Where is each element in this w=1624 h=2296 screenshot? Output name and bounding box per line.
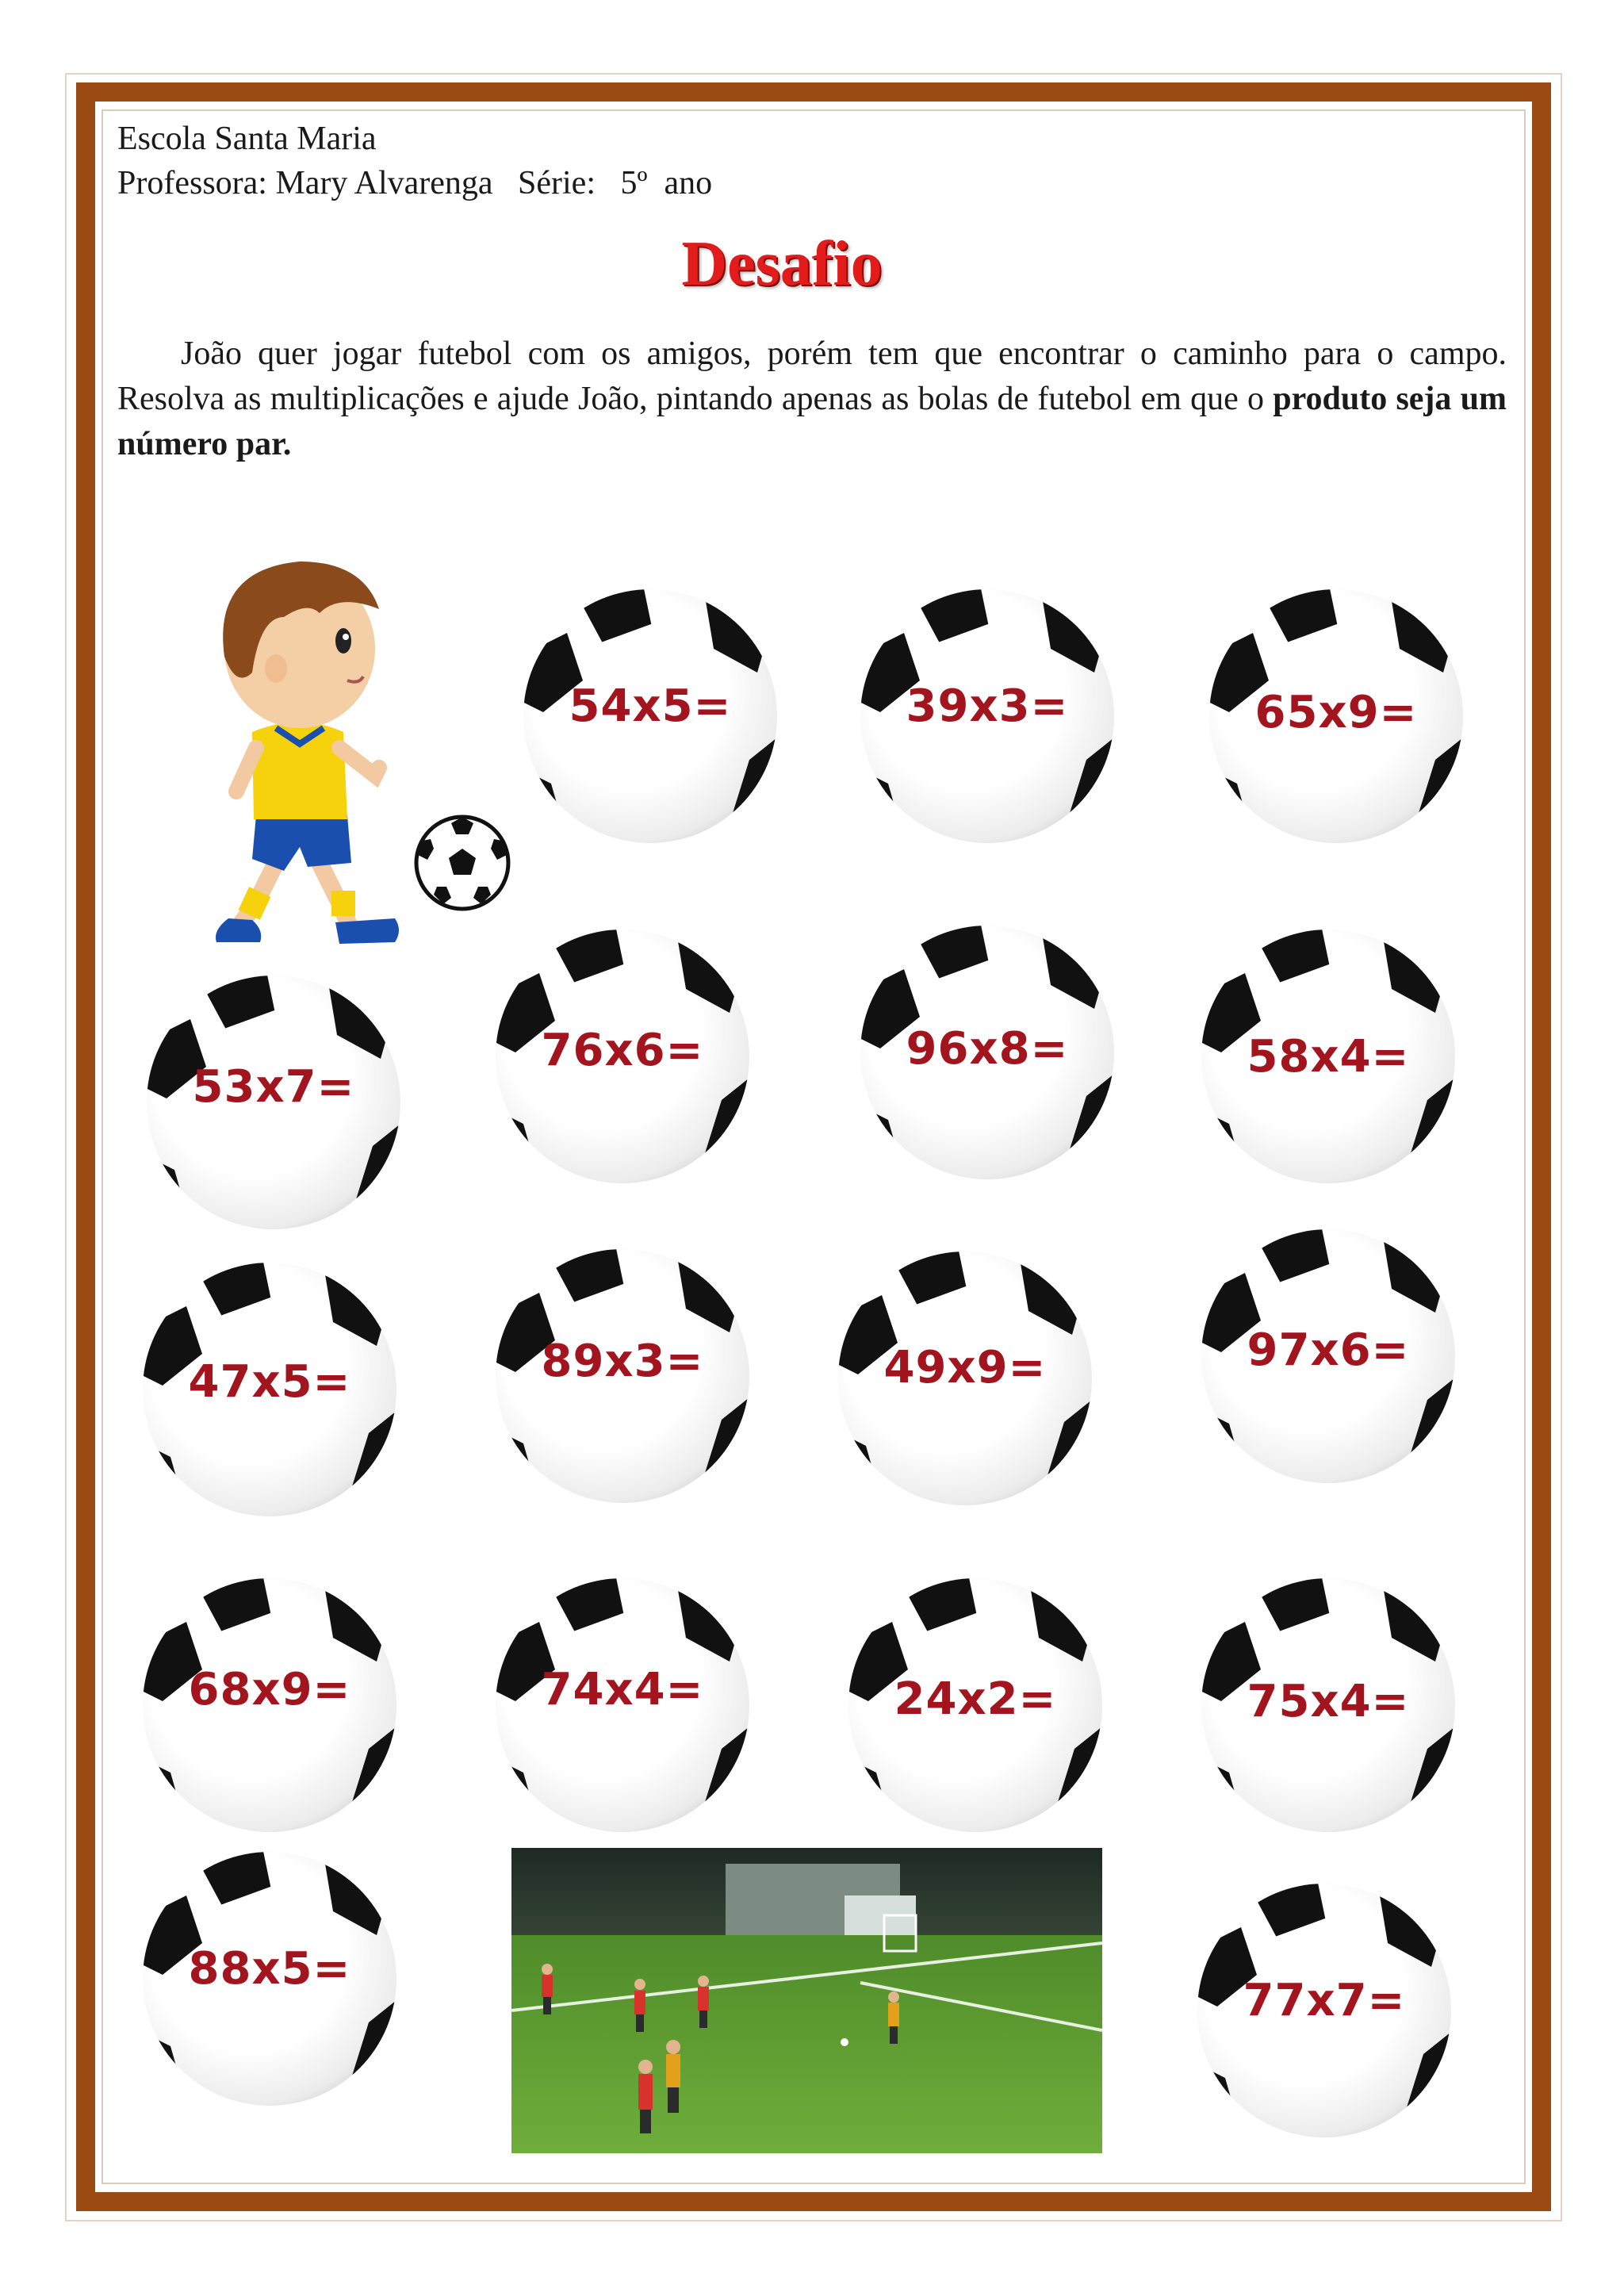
soccer-ball-problem[interactable] (492, 1574, 753, 1836)
soccer-ball-problem[interactable] (519, 585, 781, 847)
soccer-ball-problem[interactable] (856, 922, 1118, 1183)
multiplication-problem: 96x8= (906, 1023, 1069, 1075)
multiplication-problem: 54x5= (569, 680, 732, 732)
soccer-ball-problem[interactable] (845, 1574, 1106, 1836)
multiplication-problem: 65x9= (1254, 687, 1418, 738)
multiplication-problem: 53x7= (192, 1061, 355, 1113)
soccer-ball-problem[interactable] (139, 1848, 400, 2110)
soccer-ball-problem[interactable] (1193, 1880, 1455, 2141)
soccer-field-photo (511, 1848, 1102, 2153)
page-title: Desafio (681, 229, 883, 299)
instructions (117, 332, 1507, 467)
multiplication-problem: 75x4= (1247, 1676, 1410, 1727)
boy-kicking-ball-illustration (181, 530, 514, 950)
instructions-emphasis: produto seja um número par. (117, 381, 1507, 462)
multiplication-problem: 74x4= (541, 1664, 704, 1715)
multiplication-problem: 76x6= (541, 1025, 704, 1076)
multiplication-problem: 24x2= (894, 1673, 1057, 1725)
school-name: Escola Santa Maria (117, 121, 377, 157)
soccer-ball-problem[interactable] (1205, 585, 1467, 847)
multiplication-problem: 97x6= (1247, 1324, 1410, 1376)
soccer-ball-problem[interactable] (834, 1248, 1096, 1509)
soccer-ball-problem[interactable] (492, 926, 753, 1187)
soccer-ball-problem[interactable] (1197, 926, 1459, 1187)
instructions-text: João quer jogar futebol com os amigos, porém tem que encontrar o caminho para o campo. Resolva as multiplicações e ajude João, pintando apenas as bolas de futebol em que o (117, 335, 1507, 417)
soccer-ball-problem[interactable] (139, 1259, 400, 1520)
teacher-line: Professora: Mary Alvarenga Série: 5º ano (117, 165, 713, 201)
multiplication-problem: 47x5= (188, 1356, 351, 1408)
multiplication-problem: 88x5= (188, 1943, 351, 1995)
multiplication-problem: 39x3= (906, 680, 1069, 732)
multiplication-problem: 77x7= (1243, 1975, 1406, 2026)
multiplication-problem: 58x4= (1247, 1031, 1410, 1083)
soccer-ball-problem[interactable] (492, 1245, 753, 1507)
soccer-ball-problem[interactable] (856, 585, 1118, 847)
soccer-ball-problem[interactable] (143, 972, 404, 1233)
soccer-ball-problem[interactable] (139, 1574, 400, 1836)
multiplication-problem: 49x9= (883, 1342, 1047, 1393)
soccer-ball-problem[interactable] (1197, 1574, 1459, 1836)
multiplication-problem: 89x3= (541, 1336, 704, 1387)
multiplication-problem: 68x9= (188, 1664, 351, 1715)
soccer-ball-problem[interactable] (1197, 1225, 1459, 1487)
